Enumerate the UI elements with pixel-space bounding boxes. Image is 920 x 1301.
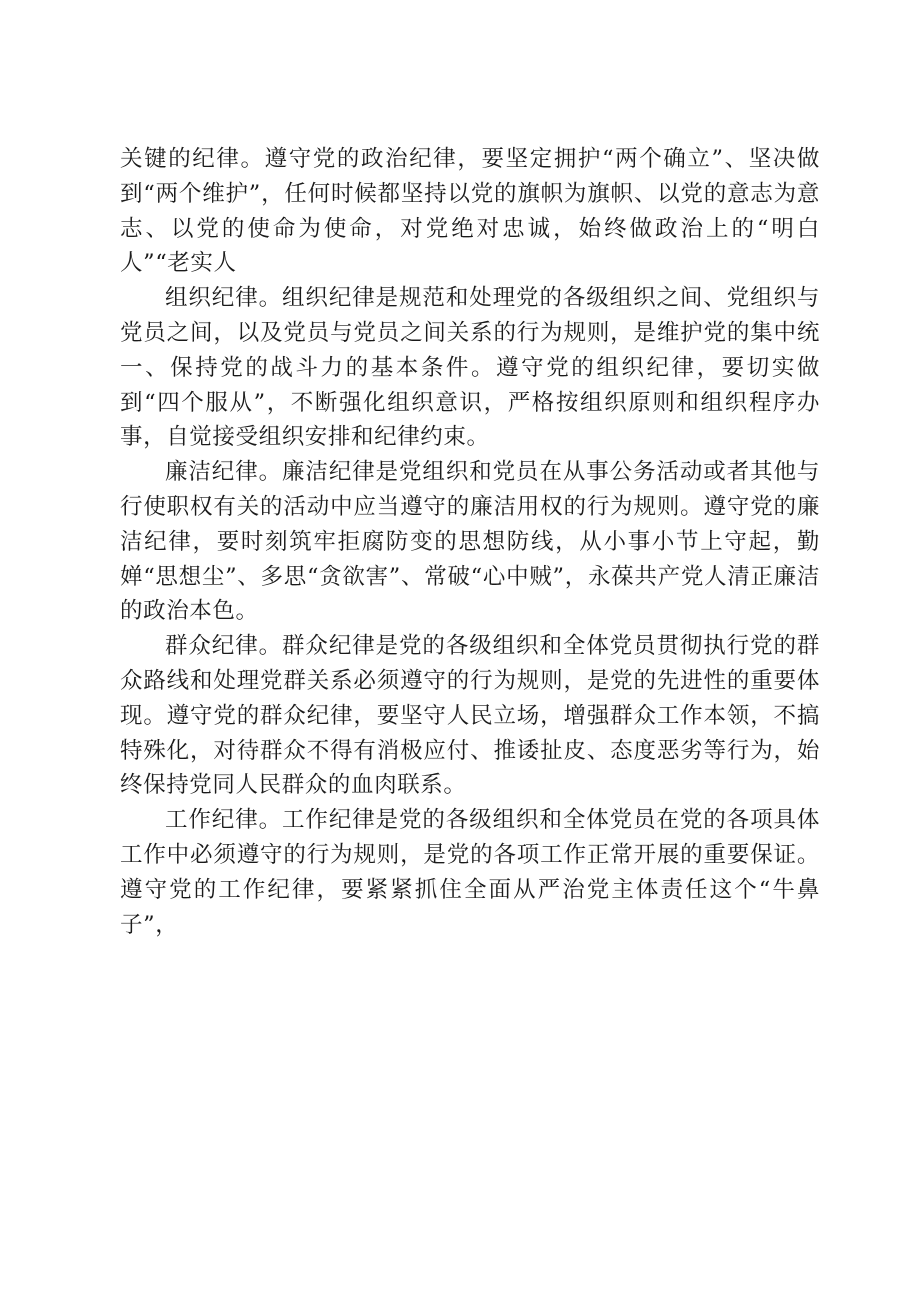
paragraph-work-discipline: 工作纪律。工作纪律是党的各级组织和全体党员在党的各项具体工作中必须遵守的行为规则，是党的各项工作正常开展的重要保证。遵守党的工作纪律，要紧紧抓住全面从严治党主体责任这个“牛鼻子”， — [120, 807, 820, 938]
paragraph-integrity-discipline: 廉洁纪律。廉洁纪律是党组织和党员在从事公务活动或者其他与行使职权有关的活动中应当遵守的廉洁用权的行为规则。遵守党的廉洁纪律，要时刻筑牢拒腐防变的思想防线，从小事小节上守起，勤婵“思想尘”、多思“贪欲害”、常破“心中贼”，永葆共产党人清正廉洁的政治本色。 — [120, 459, 820, 625]
paragraph-organizational-discipline: 组织纪律。组织纪律是规范和处理党的各级组织之间、党组织与党员之间，以及党员与党员之间关系的行为规则，是维护党的集中统一、保持党的战斗力的基本条件。遵守党的组织纪律，要切实做到“四个服从”，不断强化组织意识，严格按组织原则和组织程序办事，自觉接受组织安排和纪律约束。 — [120, 285, 820, 451]
document-body — [120, 142, 820, 942]
paragraph-political-discipline-tail: 关键的纪律。遵守党的政治纪律，要坚定拥护“两个确立”、坚决做到“两个维护”，任何时候都坚持以党的旗帜为旗帜、以党的意志为意志、以党的使命为使命，对党绝对忠诚，始终做政治上的“明白人”“老实人 — [120, 146, 820, 277]
paragraph-mass-discipline: 群众纪律。群众纪律是党的各级组织和全体党员贯彻执行党的群众路线和处理党群关系必须遵守的行为规则，是党的先进性的重要体现。遵守党的群众纪律，要坚守人民立场，增强群众工作本领，不搞特殊化，对待群众不得有消极应付、推诿扯皮、态度恶劣等行为，始终保持党同人民群众的血肉联系。 — [120, 633, 820, 799]
